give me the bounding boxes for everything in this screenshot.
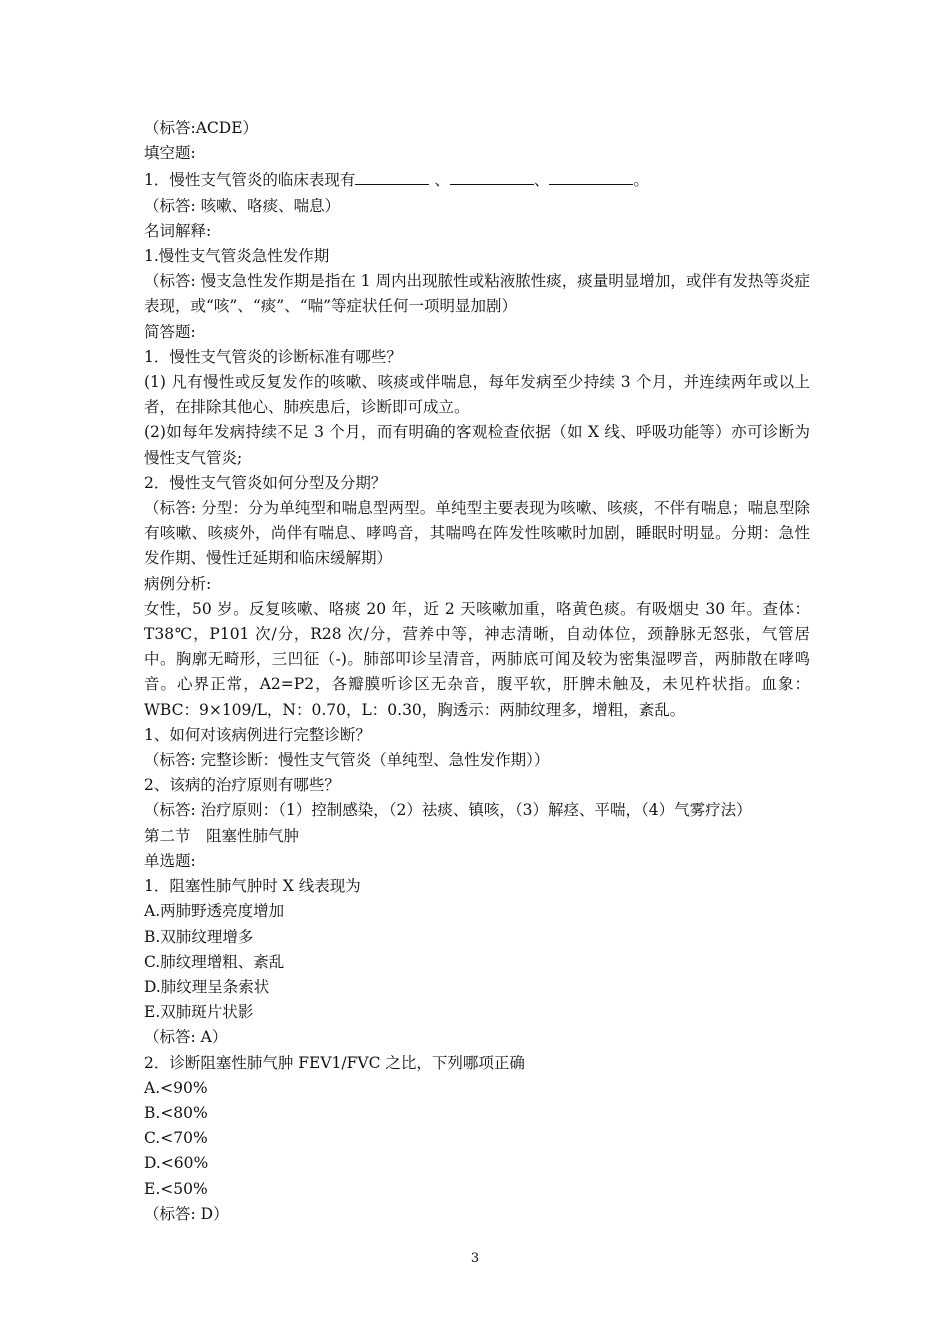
question-line: 2．诊断阻塞性肺气肿 FEV1/FVC 之比，下列哪项正确	[144, 1053, 525, 1072]
option-a: A.两肺野透亮度增加	[144, 902, 285, 921]
answer-line: （标答: A）	[144, 1028, 228, 1047]
section-heading: 病例分析:	[144, 574, 212, 593]
question-line: 1．慢性支气管炎的诊断标准有哪些？	[144, 347, 402, 366]
period: 。	[633, 171, 649, 190]
separator: 、	[533, 171, 550, 190]
separator: 、	[434, 171, 450, 190]
question-line: 1、如何对该病例进行完整诊断？	[144, 725, 371, 744]
question-text: 1．慢性支气管炎的临床表现有	[144, 171, 356, 190]
chapter-heading: 第二节 阻塞性肺气肿	[144, 826, 300, 845]
option-a: A.<90%	[144, 1078, 208, 1097]
answer-line: （标答: D）	[144, 1204, 229, 1223]
option-d: D.<60%	[144, 1154, 209, 1173]
answer-line: （标答: 治疗原则：（1）控制感染，（2）祛痰、镇咳，（3）解痉、平喘，（4）气雾疗法）	[144, 801, 752, 820]
option-b: B.双肺纹理增多	[144, 927, 254, 946]
answer-line: （标答: 完整诊断：慢性支气管炎（单纯型、急性发作期））	[144, 751, 550, 770]
question-line: 2．慢性支气管炎如何分型及分期？	[144, 473, 387, 492]
answer-line: （标答: 咳嗽、咯痰、喘息）	[144, 196, 341, 215]
case-paragraph: 女性，50 岁。反复咳嗽、咯痰 20 年，近 2 天咳嗽加重，咯黄色痰。有吸烟史 30 年。查体：T38℃，P101 次/分，R28 次/分，营养中等，神志清晰，自动体位，颈静脉无怒张，气管居中。胸廓无畸形，三凹征（-)。肺部叩诊呈清音，两肺底可闻及较为密集湿啰音，两肺散在哮鸣音。心界正常，A2=P2，各瓣膜听诊区无杂音，腹平软，肝脾未触及，未见杵状指。血象：WBC：9×109/L，N：0.70，L：0.30，胸透示：两肺纹理多，增粗，紊乱。	[144, 599, 810, 719]
answer-line: （标答:ACDE）	[144, 119, 259, 137]
fill-blank-question	[144, 166, 810, 193]
question-line: 2、该病的治疗原则有哪些？	[144, 776, 340, 795]
section-heading: 填空题:	[144, 144, 196, 163]
blank-line	[549, 166, 633, 185]
answer-paragraph: (2)如每年发病持续不足 3 个月，而有明确的客观检查依据（如 X 线、呼吸功能等）亦可诊断为慢性支气管炎;	[144, 423, 810, 467]
answer-paragraph: （标答: 慢支急性发作期是指在 1 周内出现脓性或粘液脓性痰，痰量明显增加，或伴有发热等炎症表现，或“咳”、“痰”、“喘”等症状任何一项明显加剧）	[144, 272, 810, 316]
document-page	[144, 116, 810, 1227]
section-heading: 名词解释:	[144, 221, 212, 240]
section-heading: 简答题:	[144, 322, 196, 341]
option-c: C.肺纹理增粗、紊乱	[144, 952, 285, 971]
blank-line	[355, 166, 429, 185]
page-number: 3	[470, 1251, 480, 1266]
section-heading: 单选题:	[144, 851, 196, 870]
option-e: E.双肺斑片状影	[144, 1003, 254, 1022]
option-c: C.<70%	[144, 1129, 208, 1148]
option-b: B.<80%	[144, 1103, 208, 1122]
answer-paragraph: （标答: 分型：分为单纯型和喘息型两型。单纯型主要表现为咳嗽、咳痰，不伴有喘息；喘息型除有咳嗽、咳痰外，尚伴有喘息、哮鸣音，其喘鸣在阵发性咳嗽时加剧，睡眠时明显。分期：急性发作期、慢性迁延期和临床缓解期）	[144, 499, 810, 568]
question-line: 1．阻塞性肺气肿时 X 线表现为	[144, 877, 361, 896]
option-e: E.<50%	[144, 1179, 208, 1198]
option-d: D.肺纹理呈条索状	[144, 977, 270, 996]
blank-line	[450, 166, 534, 185]
term-question: 1.慢性支气管炎急性发作期	[144, 247, 330, 266]
answer-paragraph: (1) 凡有慢性或反复发作的咳嗽、咳痰或伴喘息，每年发病至少持续 3 个月，并连续两年或以上者，在排除其他心、肺疾患后，诊断即可成立。	[144, 373, 810, 417]
